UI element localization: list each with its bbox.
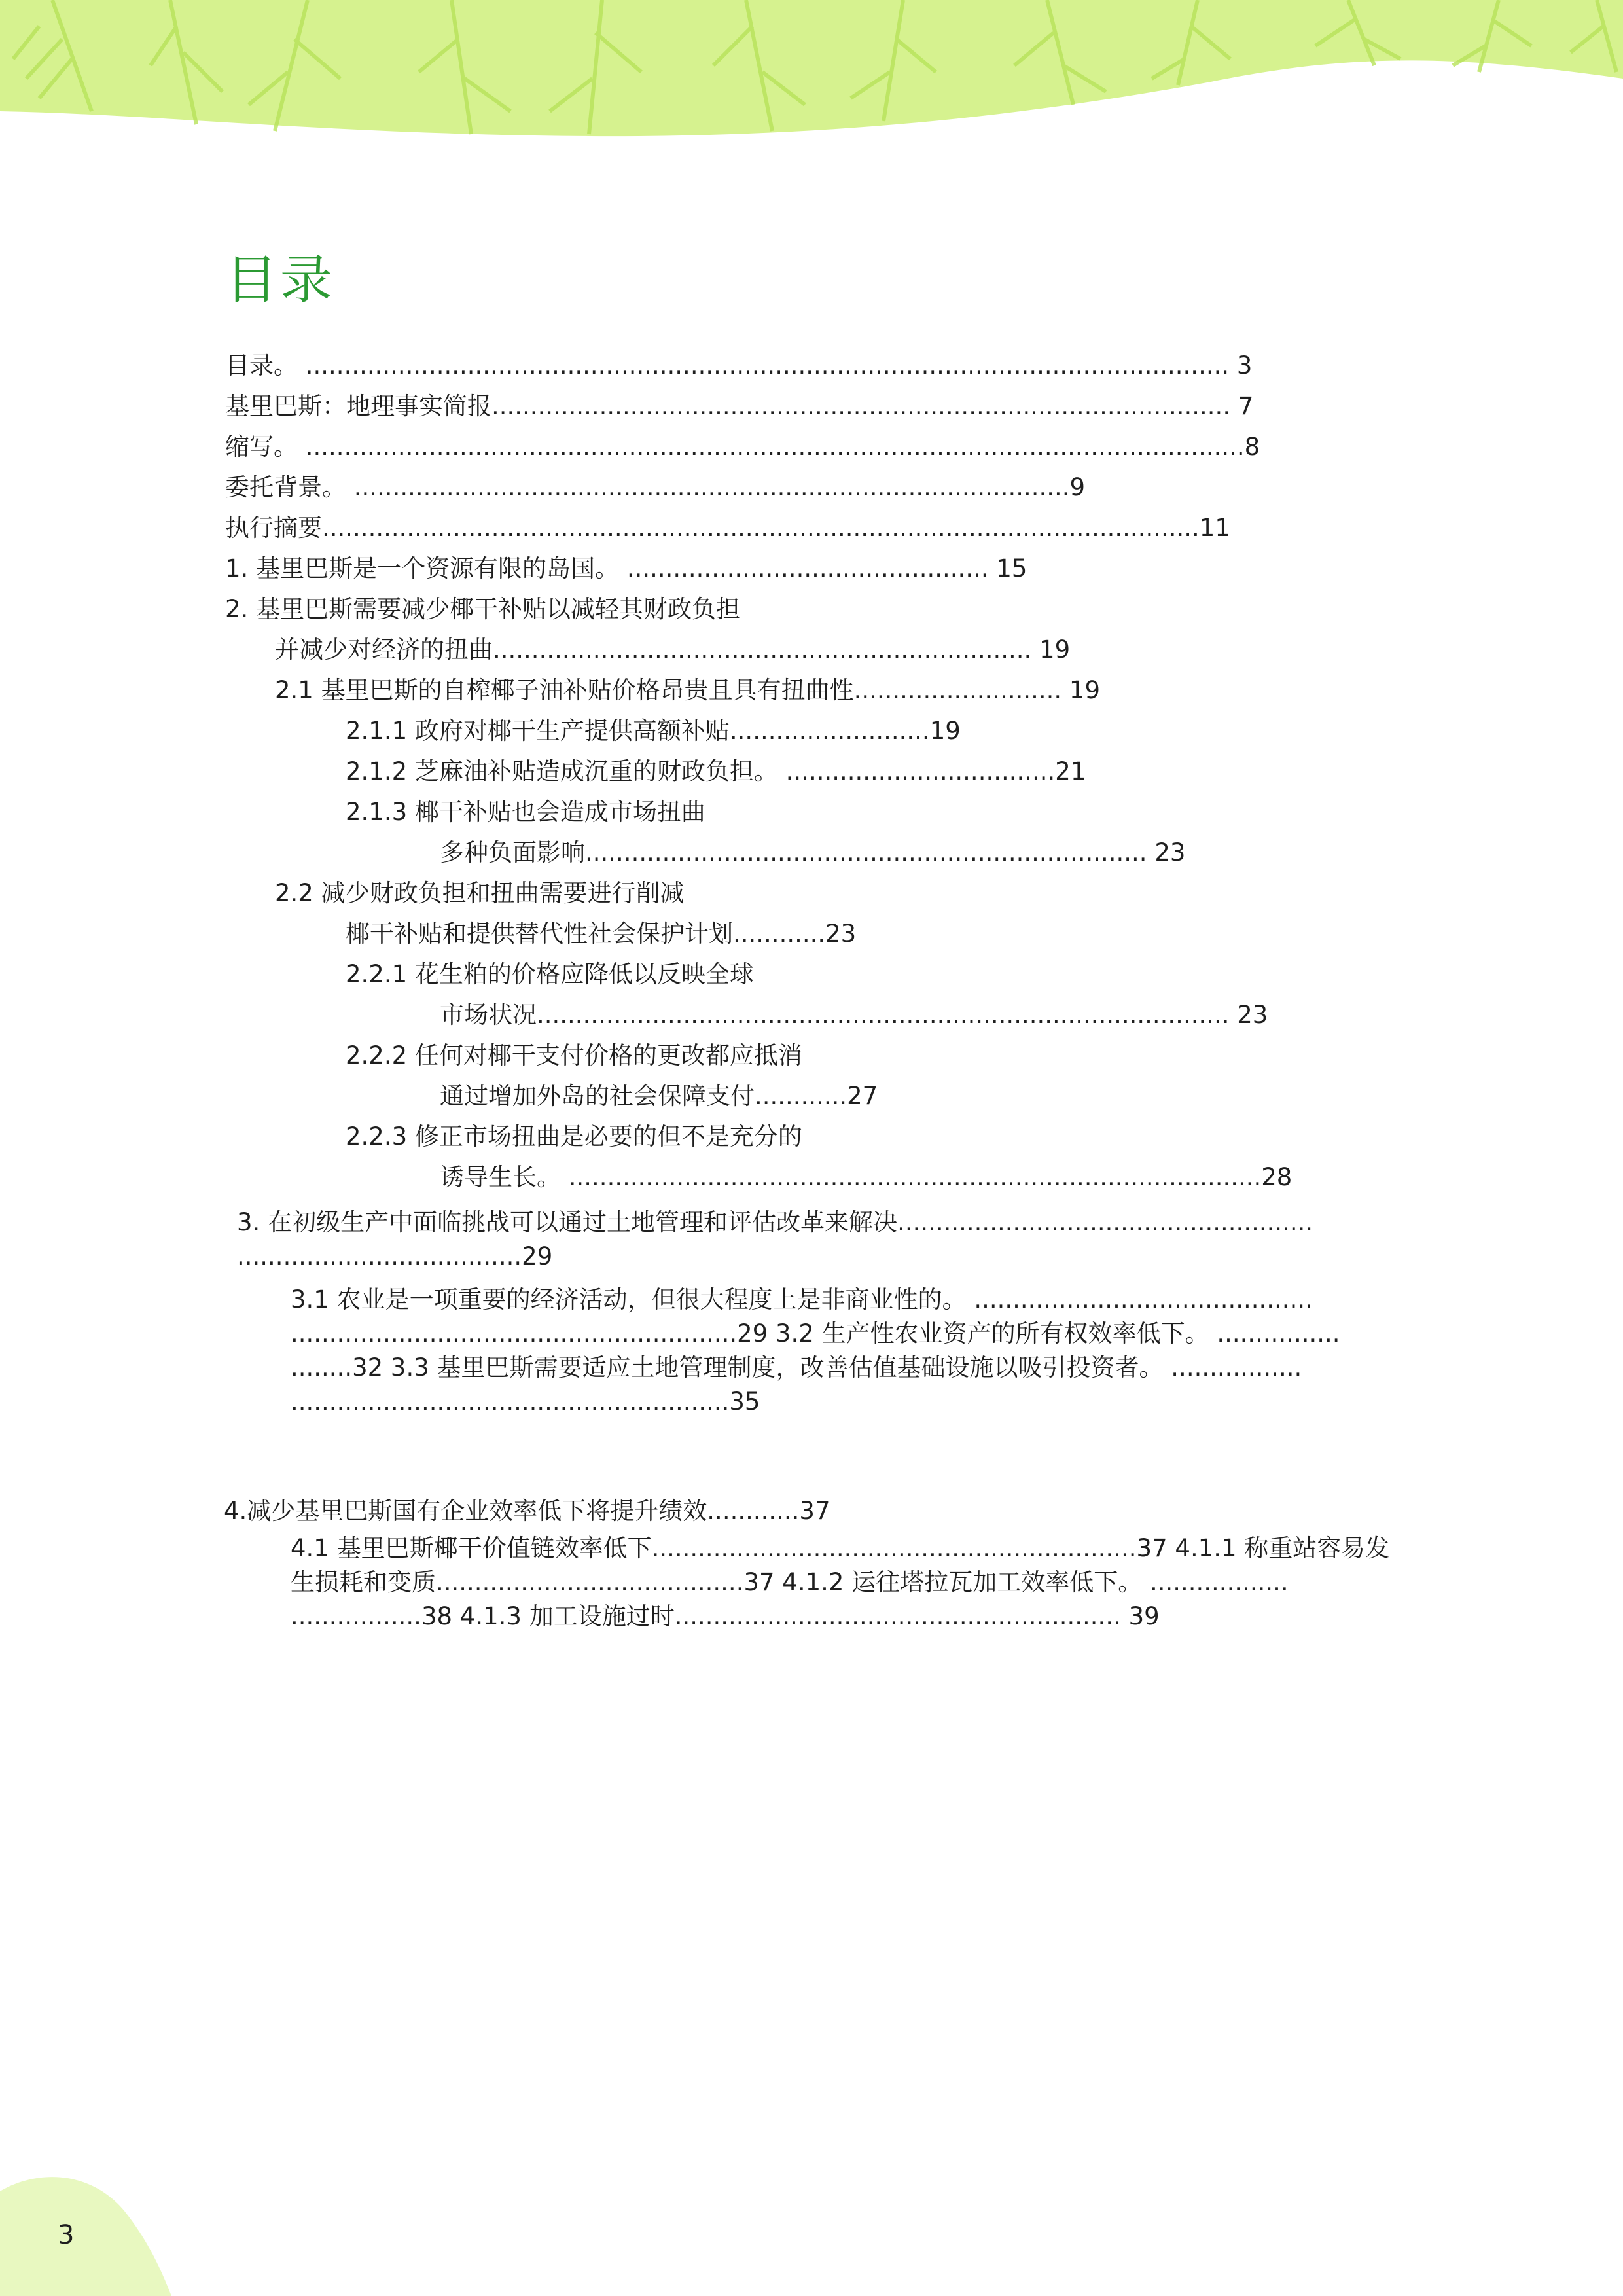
toc-entry-section-3[interactable]: 3. 在初级生产中面临挑战可以通过土地管理和评估改革来解决...................................................... .....................................29 — [237, 1208, 1313, 1270]
toc-entry-section-4[interactable]: 4.减少基里巴斯国有企业效率低下将提升绩效............37 — [224, 1497, 830, 1525]
toc-entry-section-2-1[interactable]: 2.1 基里巴斯的自榨椰子油补贴价格昂贵且具有扭曲性........................... 19 — [275, 676, 1100, 704]
toc-entry-section-2-1-3[interactable]: 2.1.3 椰干补贴也会造成市场扭曲 — [346, 798, 705, 826]
toc-entry-contents[interactable]: 目录。 ........................................................................................................................ 3 — [225, 351, 1253, 380]
page-number: 3 — [58, 2220, 75, 2250]
toc-entry-section-2-2-3[interactable]: 2.2.3 修正市场扭曲是必要的但不是充分的 — [346, 1122, 802, 1151]
toc-entry-section-2-1-3-cont[interactable]: 多种负面影响......................................................................... 23 — [440, 838, 1186, 867]
toc-entry-executive-summary[interactable]: 执行摘要..................................................................................................................11 — [225, 514, 1230, 542]
toc-entry-section-3-subsections[interactable]: 3.1 农业是一项重要的经济活动，但很大程度上是非商业性的。 ............................................ ..........................................................29 3.2 生产性农业资产的所有权效率低下。 ................ ........32 3.3 基里巴斯需要适应土地管理制度，改善估值基础设施以吸引投资者。 ................. .........................................................35 — [291, 1285, 1340, 1416]
toc-entry-abbreviations[interactable]: 缩写。 ..........................................................................................................................8 — [225, 433, 1260, 461]
toc-entry-commission-background[interactable]: 委托背景。 .............................................................................................9 — [225, 473, 1086, 501]
toc-entry-section-1[interactable]: 1. 基里巴斯是一个资源有限的岛国。 ............................................... 15 — [225, 554, 1027, 583]
toc-entry-section-2-2-2-cont[interactable]: 通过增加外岛的社会保障支付............27 — [440, 1082, 878, 1110]
corner-leaf-decoration — [0, 2165, 196, 2296]
toc-entry-section-2-1-2[interactable]: 2.1.2 芝麻油补贴造成沉重的财政负担。 ...................................21 — [346, 757, 1086, 785]
toc-entry-kiribati-factsheet[interactable]: 基里巴斯：地理事实简报................................................................................................ 7 — [225, 392, 1254, 420]
toc-entry-section-2-2-1[interactable]: 2.2.1 花生粕的价格应降低以反映全球 — [346, 960, 754, 988]
toc-entry-section-2-1-1[interactable]: 2.1.1 政府对椰干生产提供高额补贴..........................19 — [346, 717, 961, 745]
toc-entry-section-4-subsections[interactable]: 4.1 基里巴斯椰干价值链效率低下...............................................................37 4.1.1 称重站容易发生损耗和变质........................................37 4.1.2 运往塔拉瓦加工效率低下。 .................. .................38 4.1.3 加工设施过时.......................................................... 39 — [291, 1534, 1390, 1630]
toc-entry-section-2[interactable]: 2. 基里巴斯需要减少椰干补贴以减轻其财政负担 — [225, 595, 741, 623]
page-title: 目录 — [225, 249, 335, 310]
toc-entry-section-2-2-3-cont[interactable]: 诱导生长。 ..........................................................................................28 — [440, 1163, 1293, 1191]
toc-entry-section-2-2-cont[interactable]: 椰干补贴和提供替代性社会保护计划............23 — [346, 920, 857, 948]
palm-leaf-banner — [0, 0, 1623, 144]
toc-entry-section-2-2-1-cont[interactable]: 市场状况.......................................................................................... 23 — [440, 1001, 1268, 1029]
toc-entry-section-2-2[interactable]: 2.2 减少财政负担和扭曲需要进行削减 — [275, 879, 685, 907]
toc-entry-section-2-2-2[interactable]: 2.2.2 任何对椰干支付价格的更改都应抵消 — [346, 1041, 802, 1069]
toc-entry-section-2-cont[interactable]: 并减少对经济的扭曲...................................................................... 19 — [275, 636, 1071, 664]
